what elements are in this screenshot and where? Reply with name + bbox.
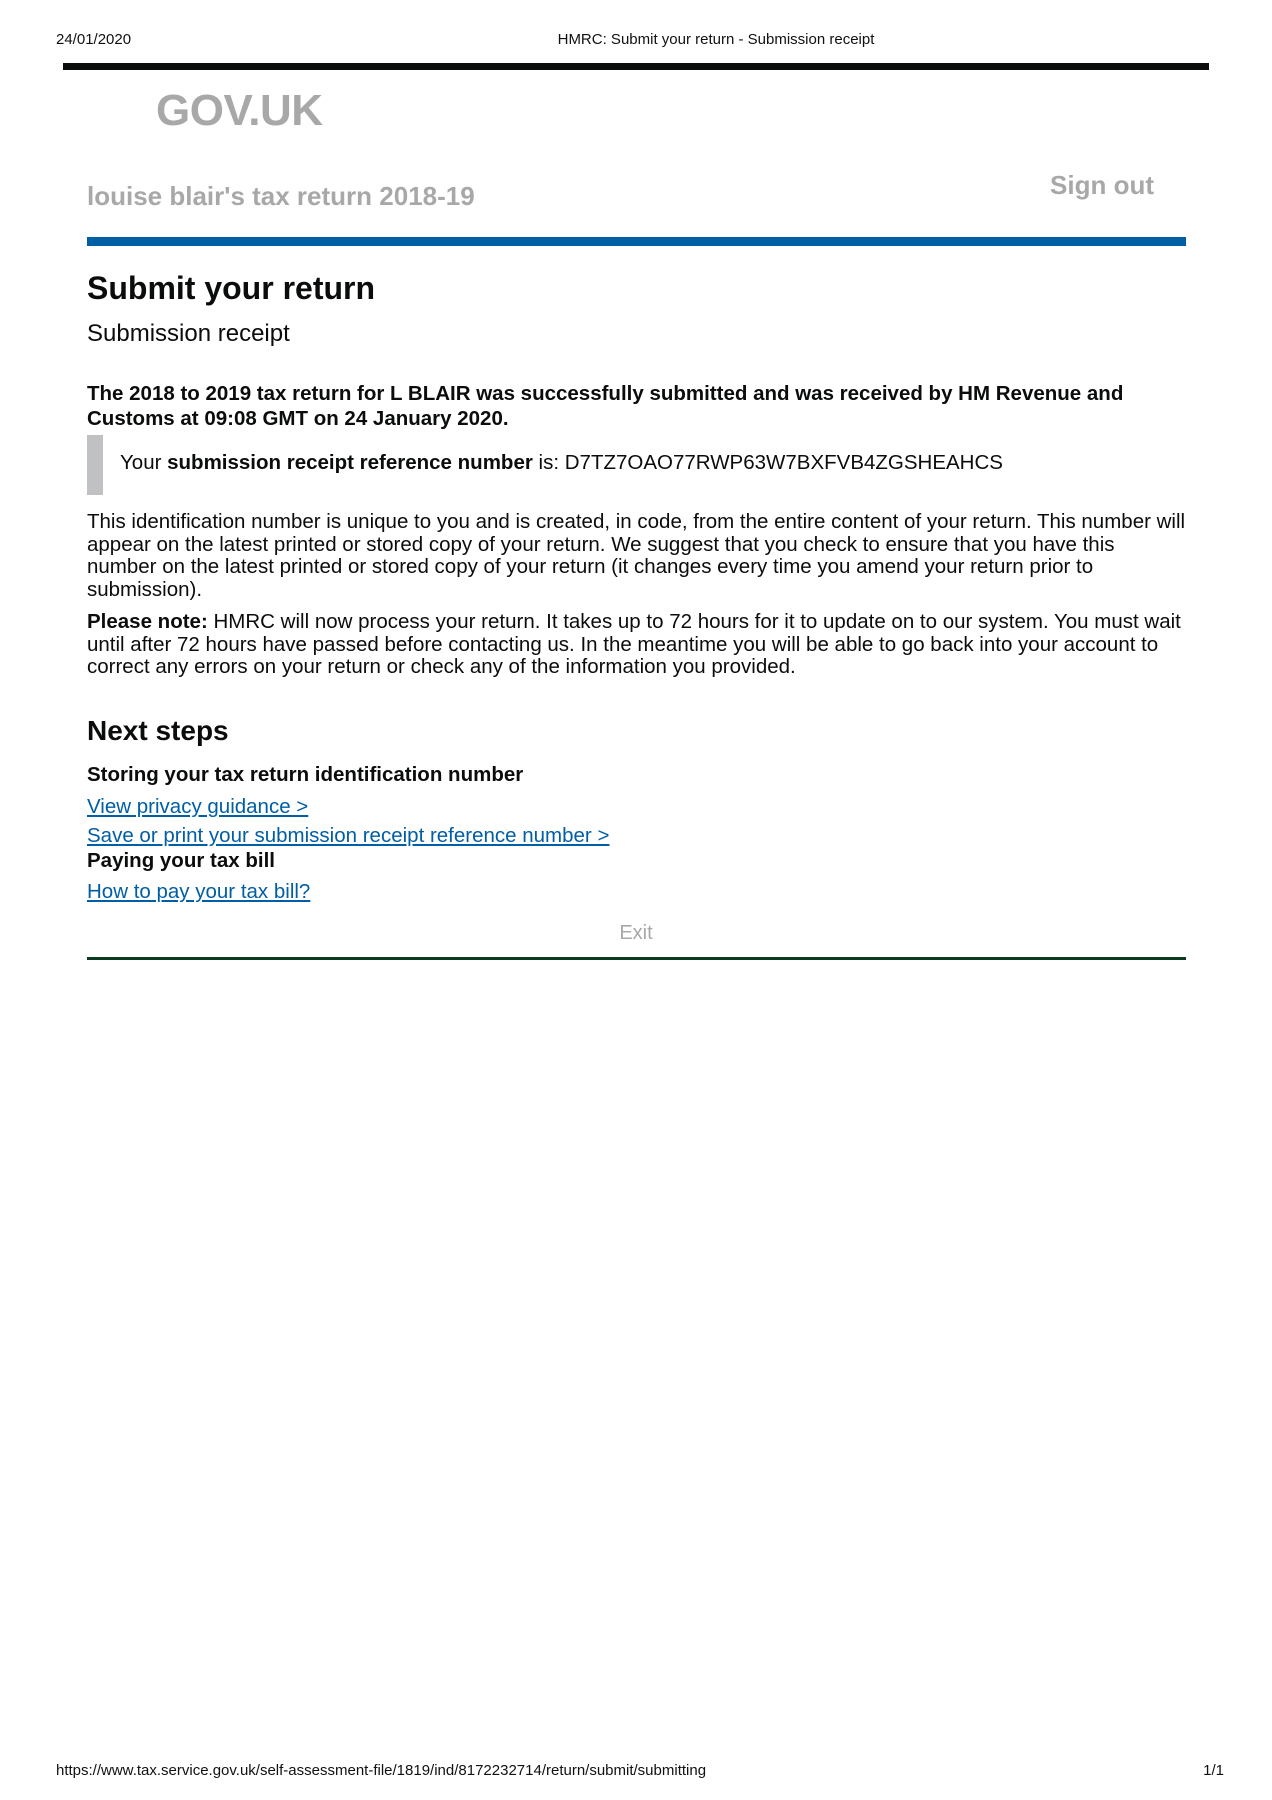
reference-number-text	[120, 452, 1003, 475]
please-note-label: Please note:	[87, 610, 208, 633]
save-print-receipt-link[interactable]: Save or print your submission receipt reference number >	[87, 824, 610, 847]
print-page-number: 1/1	[1203, 1762, 1224, 1779]
exit-link[interactable]: Exit	[619, 922, 653, 944]
identification-paragraph: This identification number is unique to you and is created, in code, from the entire content of your return. This number will appear on the latest printed or stored copy of your return. We suggest that you check to ensure that you have this number on the latest printed or stored copy of your return (it changes every time you amend your return prior to submission).	[87, 510, 1186, 601]
confirmation-message	[87, 383, 1187, 430]
please-note-paragraph	[87, 611, 1187, 679]
print-url: https://www.tax.service.gov.uk/self-assessment-file/1819/ind/8172232714/return/submit/submitting	[56, 1762, 707, 1779]
sign-out-link[interactable]: Sign out	[1050, 170, 1154, 200]
please-note-text: HMRC will now process your return. It takes up to 72 hours for it to update on to our system. You must wait until after 72 hours have passed before contacting us. In the meantime you will be able to go back into your account to correct any errors on your return or check any of the information you provided.	[87, 610, 1181, 679]
header-brand-bar	[87, 237, 1186, 246]
reference-number: D7TZ7OAO77RWP63W7BXFVB4ZGSHEAHCS	[564, 451, 1003, 474]
privacy-guidance-link[interactable]: View privacy guidance >	[87, 795, 309, 818]
header-top-border	[63, 63, 1209, 70]
footer-border	[87, 957, 1186, 960]
next-steps-heading: Next steps	[87, 715, 229, 746]
print-page-title: HMRC: Submit your return - Submission receipt	[557, 31, 875, 48]
paying-heading: Paying your tax bill	[87, 849, 275, 872]
page-subtitle: Submission receipt	[87, 320, 290, 347]
reference-label: submission receipt reference number	[167, 451, 533, 474]
reference-mid: is:	[538, 451, 560, 474]
how-to-pay-link[interactable]: How to pay your tax bill?	[87, 880, 311, 903]
storing-heading: Storing your tax return identification number	[87, 763, 524, 786]
confirmation-line: The 2018 to 2019 tax return for L BLAIR was successfully submitted and was received by HM Revenue and	[87, 382, 1124, 405]
inset-border	[87, 435, 103, 495]
page-title: Submit your return	[87, 270, 376, 306]
reference-prefix: Your	[120, 451, 162, 474]
confirmation-line: Customs at 09:08 GMT on 24 January 2020.	[87, 406, 509, 430]
service-name: louise blair's tax return 2018-19	[87, 181, 475, 211]
print-date: 24/01/2020	[56, 31, 132, 48]
govuk-logo[interactable]: GOV.UK	[156, 86, 323, 135]
